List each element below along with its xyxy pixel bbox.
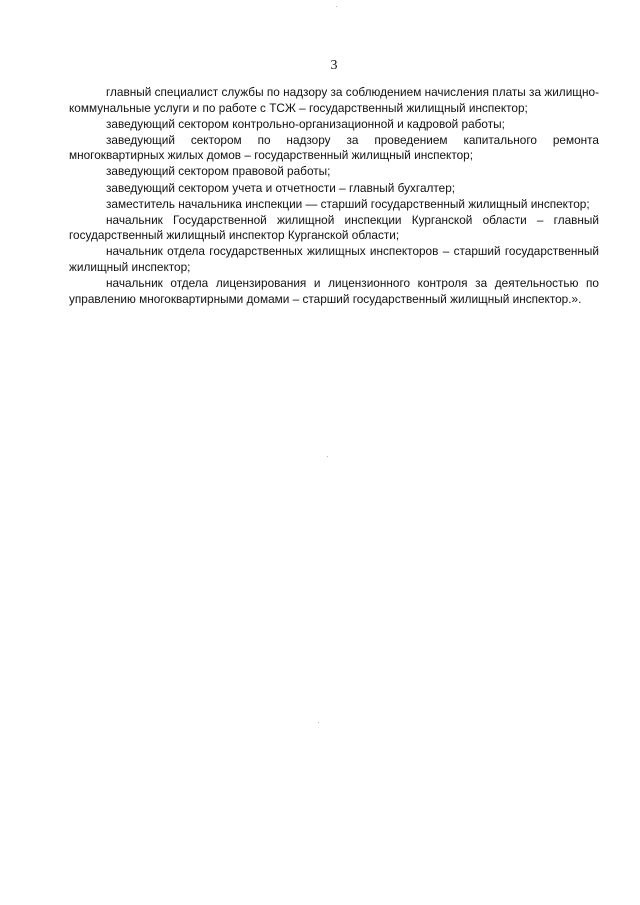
paragraph: заведующий сектором правовой работы;: [106, 164, 331, 179]
page-number: 3: [330, 58, 338, 73]
document-body: [69, 85, 599, 308]
paragraph: начальник Государственной жилищной инспекции Курганской области – главный государственный жилищный инспектор Курганской области;: [69, 212, 599, 243]
paragraph: заведующий сектором учета и отчетности – главный бухгалтер;: [106, 180, 456, 195]
paragraph: заведующий сектором контрольно-организационной и кадровой работы;: [106, 116, 505, 131]
scan-speck: [318, 722, 319, 723]
paragraph: заведующий сектором по надзору за проведением капитального ремонта многоквартирных жилых домов – государственный жилищный инспектор;: [69, 132, 599, 163]
paragraph: заместитель начальника инспекции — старший государственный жилищный инспектор;: [106, 196, 590, 211]
scan-speck: [336, 6, 337, 7]
paragraph: начальник отдела государственных жилищных инспекторов – старший государственный жилищный инспектор;: [69, 244, 599, 275]
paragraph: главный специалист службы по надзору за соблюдением начисления платы за жилищно-коммунальные услуги и по работе с ТСЖ – государственный жилищный инспектор;: [69, 85, 599, 115]
scan-speck: [327, 456, 328, 457]
paragraph: начальник отдела лицензирования и лицензионного контроля за деятельностью по управлению многоквартирными домами – старший государственный жилищный инспектор.».: [69, 276, 599, 306]
